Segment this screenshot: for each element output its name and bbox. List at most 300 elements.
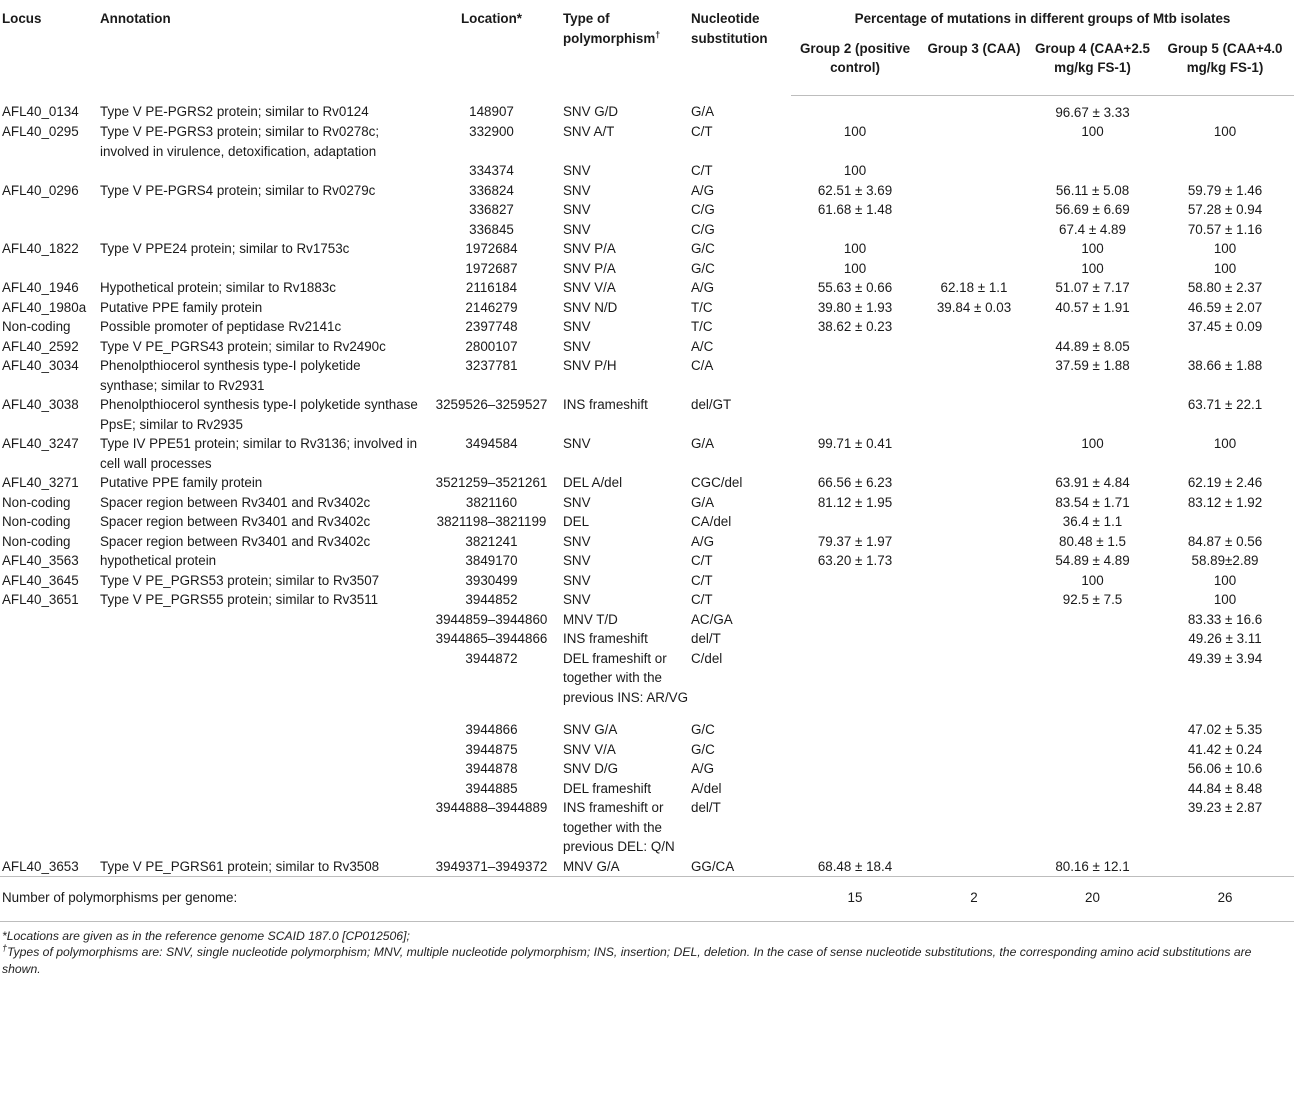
cell-location: 3821198–3821199 <box>436 514 547 529</box>
table-row <box>0 759 1294 779</box>
summary-group3: 2 <box>919 877 1029 922</box>
cell-type: SNV <box>563 592 591 607</box>
cell-group2: 61.68 ± 1.48 <box>817 202 893 217</box>
header-group2: Group 2 (positive control) <box>791 29 919 96</box>
cell-group5: 100 <box>1213 260 1237 276</box>
cell-group2: 68.48 ± 18.4 <box>817 858 893 874</box>
cell-group5: 38.66 ± 1.88 <box>1187 358 1263 373</box>
cell-group5: 63.71 ± 22.1 <box>1187 397 1263 412</box>
cell-group2 <box>791 95 919 122</box>
cell-type: DEL A/del <box>563 475 623 490</box>
table-row <box>0 473 1294 493</box>
cell-substitution: C/G <box>691 202 715 217</box>
cell-group2: 66.56 ± 6.23 <box>817 475 893 490</box>
table-row <box>0 122 1294 161</box>
cell-locus <box>0 200 100 220</box>
cell-substitution: C/T <box>691 163 713 178</box>
table-row <box>0 551 1294 571</box>
footnote-types <box>2 944 1292 977</box>
cell-group4: 100 <box>1081 124 1104 139</box>
table-row <box>0 610 1294 630</box>
cell-group5 <box>1156 512 1294 532</box>
cell-group3 <box>919 720 1029 740</box>
cell-locus: AFL40_3034 <box>2 358 79 373</box>
cell-group2 <box>791 720 919 740</box>
cell-group4 <box>1029 161 1156 181</box>
cell-locus: AFL40_3645 <box>2 572 79 588</box>
cell-substitution: T/C <box>691 299 713 315</box>
cell-annotation: Type V PE_PGRS43 protein; similar to Rv2490c <box>100 338 386 354</box>
table-row <box>0 779 1294 799</box>
dagger-mark: † <box>655 29 661 40</box>
table-row <box>0 161 1294 181</box>
cell-group5: 44.84 ± 8.48 <box>1187 780 1263 796</box>
cell-annotation: Putative PPE family protein <box>100 475 263 490</box>
cell-location: 148907 <box>469 104 514 119</box>
cell-type: INS frameshift <box>563 397 648 412</box>
cell-type: SNV <box>563 553 591 568</box>
cell-locus <box>0 649 100 721</box>
cell-group5: 100 <box>1213 436 1237 451</box>
cell-substitution: A/G <box>691 280 715 295</box>
cell-group3 <box>919 740 1029 760</box>
cell-location: 336827 <box>469 202 514 217</box>
cell-type: SNV P/H <box>563 358 617 373</box>
cell-group4: 100 <box>1081 436 1104 451</box>
header-locus: Locus <box>2 11 42 26</box>
cell-group2 <box>791 220 919 240</box>
cell-group5: 84.87 ± 0.56 <box>1187 533 1263 549</box>
cell-substitution: A/C <box>691 338 714 354</box>
table-row <box>0 200 1294 220</box>
table-row <box>0 317 1294 337</box>
cell-group4 <box>1029 779 1156 799</box>
cell-location: 3944865–3944866 <box>435 631 548 646</box>
cell-substitution: C/T <box>691 572 713 588</box>
cell-group2: 38.62 ± 0.23 <box>817 319 893 334</box>
cell-annotation: Type V PE_PGRS55 protein; similar to Rv3511 <box>100 592 379 607</box>
cell-group4 <box>1029 649 1156 721</box>
table-row <box>0 629 1294 649</box>
cell-location: 336824 <box>469 182 514 198</box>
cell-group4: 96.67 ± 3.33 <box>1055 104 1130 120</box>
cell-location: 3494584 <box>465 436 518 451</box>
cell-locus: AFL40_0295 <box>2 124 79 139</box>
cell-annotation <box>100 610 420 630</box>
table-body <box>0 95 1294 877</box>
cell-location: 3944852 <box>465 592 518 607</box>
cell-location: 3944875 <box>465 741 518 757</box>
cell-substitution: AC/GA <box>691 611 733 627</box>
cell-location: 3849170 <box>465 553 518 568</box>
cell-annotation: Type V PPE24 protein; similar to Rv1753c <box>100 241 350 256</box>
cell-type: SNV P/A <box>563 241 616 256</box>
cell-group3 <box>919 779 1029 799</box>
cell-group3 <box>919 532 1029 552</box>
cell-substitution: A/G <box>691 761 715 776</box>
cell-group4 <box>1029 759 1156 779</box>
header-group4: Group 4 (CAA+2.5 mg/kg FS-1) <box>1029 29 1156 96</box>
cell-group4 <box>1029 395 1156 434</box>
cell-location: 2800107 <box>465 338 518 354</box>
cell-group5: 41.42 ± 0.24 <box>1187 741 1263 757</box>
header-substitution: Nucleotide substitution <box>691 11 768 46</box>
cell-location: 3944872 <box>465 650 518 666</box>
cell-group3 <box>919 317 1029 337</box>
cell-group5: 83.33 ± 16.6 <box>1187 611 1263 627</box>
cell-locus <box>0 629 100 649</box>
cell-group3 <box>919 259 1029 279</box>
cell-group2 <box>791 798 919 857</box>
table-row <box>0 857 1294 877</box>
cell-type: SNV G/A <box>563 722 618 737</box>
cell-group5: 47.02 ± 5.35 <box>1187 722 1263 737</box>
cell-type: DEL <box>563 514 590 529</box>
cell-annotation <box>100 259 420 279</box>
cell-group4: 40.57 ± 1.91 <box>1055 299 1130 315</box>
cell-substitution: A/G <box>691 533 715 549</box>
cell-group2: 100 <box>843 163 867 178</box>
table-row <box>0 571 1294 591</box>
cell-group2 <box>791 395 919 434</box>
cell-group3 <box>919 181 1029 201</box>
cell-locus: AFL40_2592 <box>2 338 79 354</box>
cell-group3 <box>919 610 1029 630</box>
cell-group4: 100 <box>1081 260 1104 276</box>
cell-group4: 36.4 ± 1.1 <box>1062 514 1123 529</box>
cell-group4: 63.91 ± 4.84 <box>1055 475 1130 490</box>
table-row <box>0 798 1294 857</box>
cell-location: 334374 <box>469 163 514 178</box>
table-row <box>0 337 1294 357</box>
cell-group2: 63.20 ± 1.73 <box>817 553 893 568</box>
cell-annotation: Type V PE-PGRS4 protein; similar to Rv0279c <box>100 182 376 198</box>
cell-type: INS frameshift <box>563 631 648 646</box>
cell-group5: 58.80 ± 2.37 <box>1187 280 1263 295</box>
cell-group3 <box>919 590 1029 610</box>
cell-location: 2116184 <box>465 280 518 295</box>
cell-locus: AFL40_1980a <box>2 299 87 315</box>
cell-location: 2397748 <box>465 319 518 334</box>
table-row <box>0 493 1294 513</box>
cell-type: MNV T/D <box>563 611 618 627</box>
table-row <box>0 239 1294 259</box>
cell-type: SNV V/A <box>563 741 616 757</box>
cell-type: SNV A/T <box>563 124 615 139</box>
cell-group5: 46.59 ± 2.07 <box>1187 299 1263 315</box>
cell-locus <box>0 740 100 760</box>
header-group5: Group 5 (CAA+4.0 mg/kg FS-1) <box>1156 29 1294 96</box>
cell-group4 <box>1029 610 1156 630</box>
cell-substitution: GG/CA <box>691 858 735 874</box>
cell-group3 <box>919 759 1029 779</box>
footnote-dagger: † <box>2 942 8 953</box>
cell-group2 <box>791 356 919 395</box>
footnotes <box>0 922 1294 978</box>
cell-group5: 56.06 ± 10.6 <box>1187 761 1263 776</box>
cell-group2 <box>791 590 919 610</box>
cell-group4: 100 <box>1081 241 1104 256</box>
cell-group4 <box>1029 629 1156 649</box>
header-type <box>563 0 691 95</box>
cell-substitution: G/C <box>691 722 715 737</box>
cell-substitution: G/A <box>691 494 715 510</box>
cell-group3 <box>919 200 1029 220</box>
cell-annotation: Phenolpthiocerol synthesis type-I polyketide synthase; similar to Rv2931 <box>100 358 361 393</box>
cell-group3 <box>919 857 1029 877</box>
cell-group4 <box>1029 798 1156 857</box>
header-type-label: Type of polymorphism <box>563 11 656 46</box>
cell-locus: Non-coding <box>2 514 71 529</box>
cell-group5: 70.57 ± 1.16 <box>1187 221 1263 237</box>
cell-locus: Non-coding <box>2 319 71 334</box>
cell-location: 3821241 <box>465 533 518 549</box>
cell-annotation <box>100 220 420 240</box>
table-row <box>0 278 1294 298</box>
cell-group5 <box>1156 857 1294 877</box>
cell-type: MNV G/A <box>563 858 620 874</box>
cell-substitution: G/C <box>691 260 715 276</box>
table-row <box>0 720 1294 740</box>
cell-group2: 79.37 ± 1.97 <box>817 533 893 549</box>
cell-group4 <box>1029 317 1156 337</box>
cell-location: 3821160 <box>465 494 518 510</box>
cell-annotation: Phenolpthiocerol synthesis type-I polyketide synthase PpsE; similar to Rv2935 <box>100 397 418 432</box>
cell-group2 <box>791 610 919 630</box>
cell-annotation <box>100 649 420 721</box>
cell-group3 <box>919 356 1029 395</box>
cell-annotation: Type V PE-PGRS3 protein; similar to Rv0278c; involved in virulence, detoxification, adaptation <box>100 124 380 159</box>
cell-annotation <box>100 740 420 760</box>
cell-locus: AFL40_3563 <box>2 553 79 568</box>
footnote-types-text: Types of polymorphisms are: SNV, single nucleotide polymorphism; MNV, multiple nucleotide polymorphism; INS, insertion; DEL, deletion. In the case of sense nucleotide substitutions, the corresponding amino acid substitutions are shown. <box>2 945 1252 976</box>
cell-group2 <box>791 759 919 779</box>
cell-annotation <box>100 779 420 799</box>
table-row <box>0 95 1294 122</box>
cell-substitution: G/C <box>691 241 715 256</box>
cell-group3 <box>919 161 1029 181</box>
table-row <box>0 181 1294 201</box>
cell-location: 3944888–3944889 <box>435 800 548 815</box>
footnote-location: *Locations are given as in the reference genome SCAID 187.0 [CP012506]; <box>2 928 410 943</box>
cell-type: DEL frameshift <box>563 780 652 796</box>
cell-group2 <box>791 571 919 591</box>
table-row <box>0 649 1294 721</box>
cell-group3 <box>919 337 1029 357</box>
cell-locus <box>0 161 100 181</box>
cell-type: SNV <box>563 182 591 198</box>
cell-group5: 59.79 ± 1.46 <box>1187 182 1263 198</box>
header-location: Location* <box>460 11 522 26</box>
summary-group2: 15 <box>791 877 919 922</box>
cell-substitution: C/del <box>691 650 723 666</box>
cell-type: SNV <box>563 319 591 334</box>
cell-group5: 57.28 ± 0.94 <box>1187 202 1263 217</box>
cell-location: 3944866 <box>465 722 518 737</box>
cell-substitution: G/A <box>691 104 715 119</box>
cell-locus: AFL40_1822 <box>2 241 79 256</box>
cell-annotation: Spacer region between Rv3401 and Rv3402c <box>100 494 371 510</box>
cell-location: 332900 <box>469 124 514 139</box>
cell-group2 <box>791 629 919 649</box>
cell-group4: 56.11 ± 5.08 <box>1055 182 1130 198</box>
cell-location: 3521259–3521261 <box>435 475 548 490</box>
cell-type: SNV <box>563 202 591 217</box>
cell-locus <box>0 259 100 279</box>
cell-substitution: T/C <box>691 319 713 334</box>
cell-group3 <box>919 493 1029 513</box>
cell-group5 <box>1156 161 1294 181</box>
cell-substitution: C/A <box>691 358 714 373</box>
cell-annotation: Type IV PPE51 protein; similar to Rv3136; involved in cell wall processes <box>100 436 418 471</box>
table-row <box>0 395 1294 434</box>
cell-substitution: G/A <box>691 436 715 451</box>
cell-locus: AFL40_3271 <box>2 475 79 490</box>
cell-location: 3944859–3944860 <box>435 611 548 627</box>
cell-locus: AFL40_3651 <box>2 592 79 607</box>
cell-group3 <box>919 434 1029 473</box>
cell-group4: 100 <box>1081 572 1104 588</box>
cell-substitution: del/T <box>691 631 721 646</box>
cell-type: SNV N/D <box>563 299 618 315</box>
table-row <box>0 740 1294 760</box>
cell-location: 3930499 <box>465 572 518 588</box>
cell-group3 <box>919 220 1029 240</box>
cell-group5 <box>1156 337 1294 357</box>
cell-group5: 100 <box>1213 241 1237 256</box>
summary-group5: 26 <box>1156 877 1294 922</box>
cell-substitution: C/T <box>691 553 713 568</box>
cell-group5: 62.19 ± 2.46 <box>1187 475 1263 490</box>
cell-group3 <box>919 473 1029 493</box>
cell-group3 <box>919 122 1029 161</box>
cell-location: 3944878 <box>465 761 518 776</box>
cell-group2: 100 <box>843 124 867 139</box>
cell-annotation: hypothetical protein <box>100 553 217 568</box>
cell-type: SNV <box>563 338 591 354</box>
cell-group5: 100 <box>1213 592 1237 607</box>
cell-location: 336845 <box>469 221 514 237</box>
cell-group2: 99.71 ± 0.41 <box>817 436 893 451</box>
cell-location: 3949371–3949372 <box>435 858 548 874</box>
cell-group2 <box>791 740 919 760</box>
cell-type: INS frameshift or together with the previous DEL: Q/N <box>563 800 675 854</box>
cell-substitution: A/G <box>691 182 715 198</box>
cell-locus: AFL40_3653 <box>2 858 79 874</box>
cell-annotation: Type V PE_PGRS53 protein; similar to Rv3507 <box>100 572 380 588</box>
cell-locus: AFL40_3247 <box>2 436 79 451</box>
table-row <box>0 259 1294 279</box>
cell-locus <box>0 610 100 630</box>
table-row <box>0 434 1294 473</box>
table-row <box>0 220 1294 240</box>
cell-group3 <box>919 95 1029 122</box>
cell-substitution: A/del <box>691 780 722 796</box>
cell-substitution: C/T <box>691 124 713 139</box>
cell-type: SNV <box>563 572 591 588</box>
cell-group2: 81.12 ± 1.95 <box>817 494 893 510</box>
table-row <box>0 532 1294 552</box>
cell-group2: 55.63 ± 0.66 <box>817 280 893 295</box>
cell-location: 2146279 <box>465 299 518 315</box>
cell-locus: AFL40_1946 <box>2 280 79 295</box>
cell-group5: 37.45 ± 0.09 <box>1187 319 1263 334</box>
cell-group3 <box>919 798 1029 857</box>
cell-locus <box>0 779 100 799</box>
cell-type: SNV <box>563 436 591 451</box>
cell-annotation <box>100 798 420 857</box>
cell-group3 <box>919 239 1029 259</box>
cell-annotation <box>100 759 420 779</box>
cell-group3 <box>919 512 1029 532</box>
cell-group5: 100 <box>1213 124 1237 139</box>
cell-location: 3237781 <box>465 358 518 373</box>
cell-locus <box>0 798 100 857</box>
cell-group5: 58.89±2.89 <box>1191 553 1259 568</box>
cell-locus: Non-coding <box>2 494 71 510</box>
cell-locus <box>0 220 100 240</box>
cell-group4: 51.07 ± 7.17 <box>1055 280 1130 295</box>
cell-annotation <box>100 200 420 220</box>
summary-label: Number of polymorphisms per genome: <box>0 877 791 922</box>
cell-group4: 83.54 ± 1.71 <box>1055 494 1130 510</box>
cell-group5: 83.12 ± 1.92 <box>1187 494 1263 510</box>
cell-type: SNV <box>563 163 591 178</box>
cell-group4: 92.5 ± 7.5 <box>1062 592 1123 607</box>
cell-group4: 80.16 ± 12.1 <box>1055 858 1130 874</box>
cell-substitution: G/C <box>691 741 715 757</box>
cell-substitution: C/G <box>691 221 715 237</box>
summary-group4: 20 <box>1029 877 1156 922</box>
cell-locus <box>0 759 100 779</box>
cell-location: 1972687 <box>465 260 518 276</box>
cell-annotation: Putative PPE family protein <box>100 299 263 315</box>
cell-type: DEL frameshift or together with the previous INS: AR/VG <box>563 650 689 705</box>
table-row <box>0 298 1294 318</box>
table-row <box>0 356 1294 395</box>
cell-locus: AFL40_0296 <box>2 182 79 198</box>
cell-group4: 56.69 ± 6.69 <box>1055 202 1130 217</box>
cell-annotation <box>100 720 420 740</box>
cell-type: SNV D/G <box>563 761 619 776</box>
cell-group3 <box>919 395 1029 434</box>
table-row <box>0 590 1294 610</box>
cell-group5 <box>1156 95 1294 122</box>
cell-group3 <box>919 551 1029 571</box>
cell-group5: 49.26 ± 3.11 <box>1188 631 1262 646</box>
cell-group5: 100 <box>1213 572 1237 588</box>
cell-group4: 80.48 ± 1.5 <box>1059 533 1126 549</box>
cell-group5: 49.39 ± 3.94 <box>1187 650 1263 666</box>
cell-substitution: CGC/del <box>691 475 743 490</box>
cell-locus: AFL40_3038 <box>2 397 79 412</box>
cell-annotation: Type V PE-PGRS2 protein; similar to Rv0124 <box>100 104 369 119</box>
summary-row <box>0 877 1294 922</box>
cell-locus <box>0 720 100 740</box>
header-group-title: Percentage of mutations in different groups of Mtb isolates <box>854 11 1231 26</box>
cell-location: 1972684 <box>465 241 518 256</box>
cell-annotation: Hypothetical protein; similar to Rv1883c <box>100 280 336 295</box>
cell-group2: 100 <box>843 241 867 256</box>
cell-group4 <box>1029 740 1156 760</box>
cell-group2 <box>791 512 919 532</box>
cell-locus: AFL40_0134 <box>2 104 79 119</box>
cell-substitution: del/GT <box>691 397 732 412</box>
cell-group2: 100 <box>843 260 867 276</box>
cell-annotation: Type V PE_PGRS61 protein; similar to Rv3508 <box>100 858 380 874</box>
cell-location: 3259526–3259527 <box>435 397 548 412</box>
header-group3: Group 3 (CAA) <box>919 29 1029 96</box>
